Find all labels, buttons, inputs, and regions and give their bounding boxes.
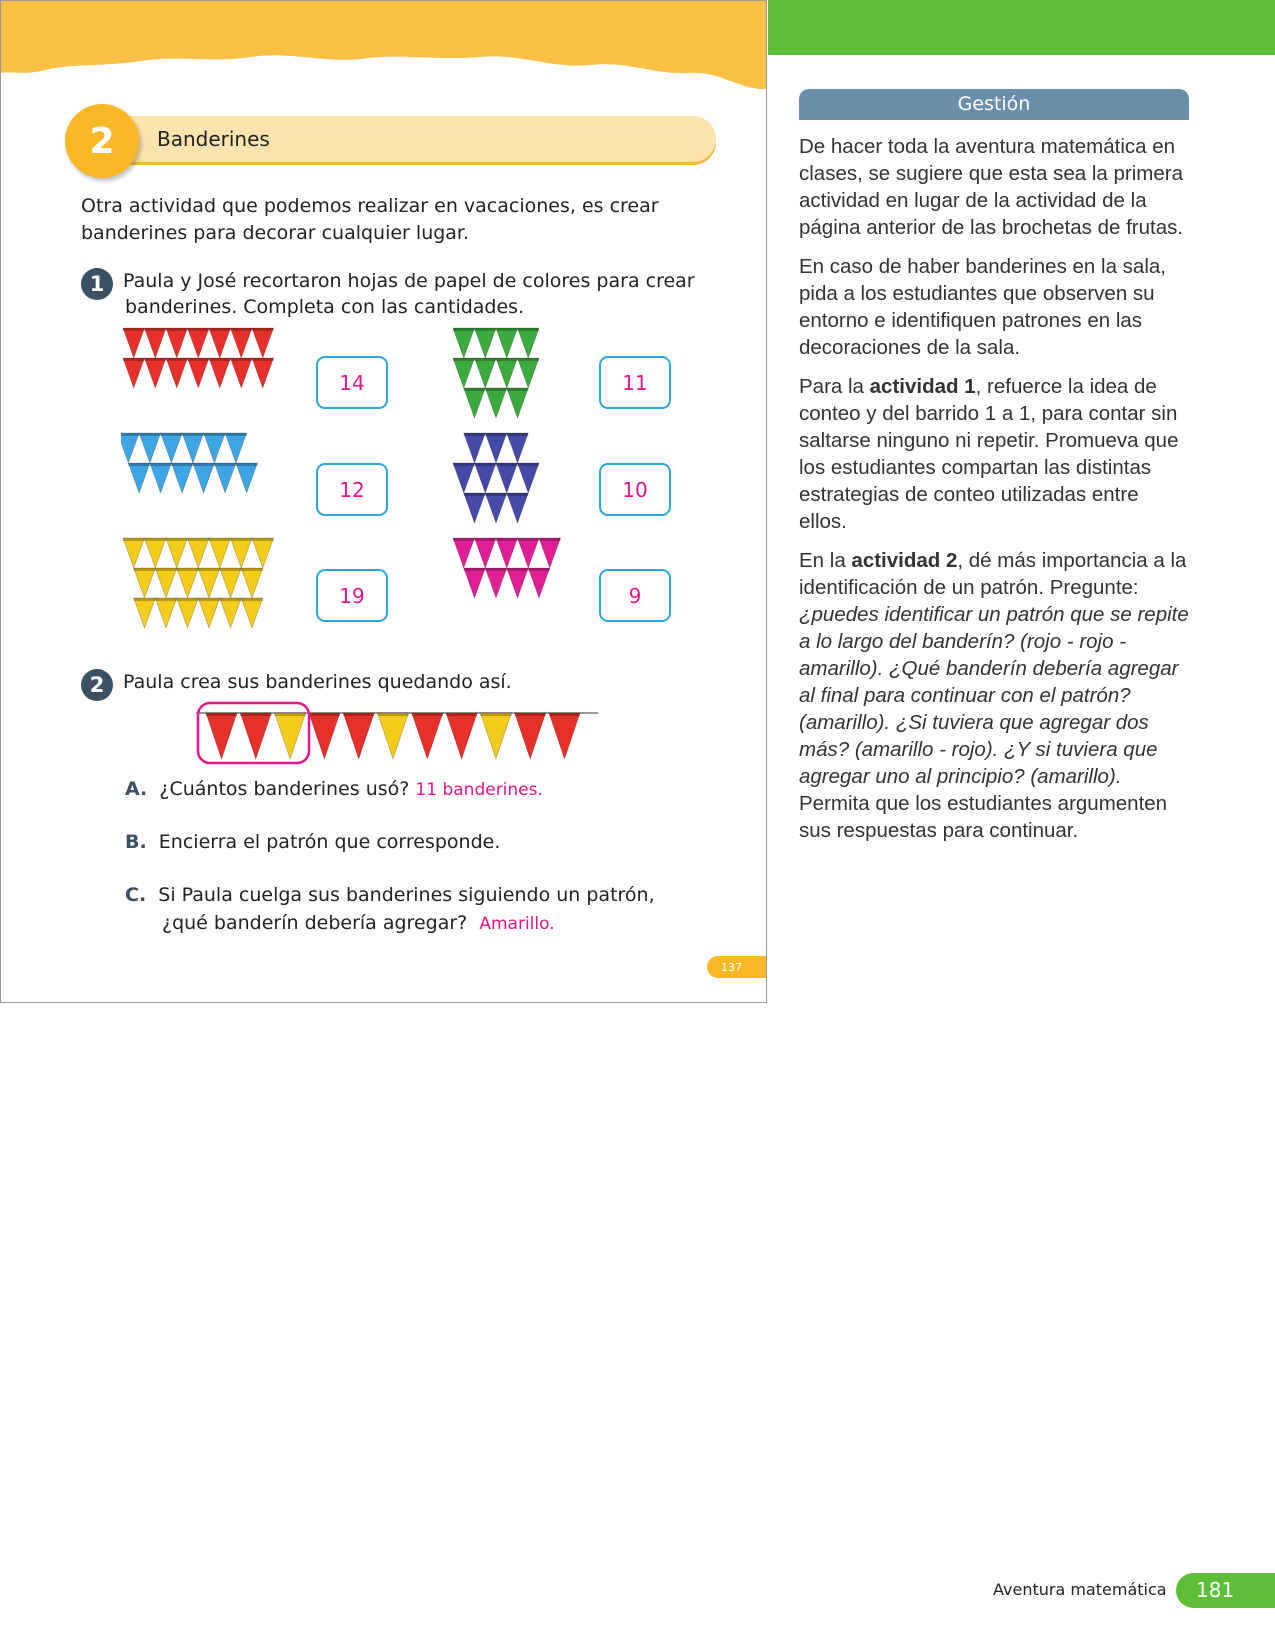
- question-2-text: Paula crea sus banderines quedando así.: [123, 671, 512, 693]
- flag: [464, 493, 486, 523]
- question-2-bullet: 2: [81, 669, 113, 701]
- flag: [343, 713, 374, 759]
- question-c-answer[interactable]: Amarillo.: [479, 914, 555, 934]
- flag: [166, 358, 188, 388]
- flag: [496, 538, 518, 568]
- flag: [220, 568, 242, 598]
- flag: [275, 713, 306, 759]
- flag: [485, 568, 507, 598]
- flag: [166, 328, 188, 358]
- flag: [485, 388, 507, 418]
- footer-text: Aventura matemática: [993, 1580, 1167, 1599]
- gestion-title: Gestión: [799, 89, 1189, 120]
- flag: [145, 538, 167, 568]
- flag: [549, 713, 580, 759]
- flag-pattern: [196, 701, 606, 765]
- flag: [515, 713, 546, 759]
- flag: [475, 328, 497, 358]
- gestion-p3-bold: actividad 1: [869, 375, 976, 398]
- flag: [518, 538, 540, 568]
- flag: [225, 433, 247, 463]
- gestion-p4-italic: ¿puedes identificar un patrón que se repite a lo largo del banderín? (rojo - rojo - amarillo). ¿Qué banderín debería agregar al final para continuar con el patrón? (amarillo). ¿Si tuviera que agregar dos más? (amarillo - rojo). ¿Y si tuviera que agregar uno al principio? (amarillo).: [799, 603, 1189, 788]
- flag: [134, 568, 156, 598]
- flag: [475, 463, 497, 493]
- question-c-line2: ¿qué banderín debería agregar?: [162, 912, 468, 934]
- flag: [166, 538, 188, 568]
- flag: [155, 598, 177, 628]
- flag: [123, 538, 145, 568]
- flag: [412, 713, 443, 759]
- gestion-p4-post: Permita que los estudiantes argumenten sus respuestas para continuar.: [799, 792, 1168, 842]
- flag: [139, 433, 161, 463]
- gestion-p2: En caso de haber banderines en la sala, pida a los estudiantes que observen su entorno e identifiquen patrones en las decoraciones de la sala.: [799, 255, 1166, 359]
- flag: [518, 328, 540, 358]
- answer-box[interactable]: 12: [316, 463, 388, 516]
- intro-text: Otra actividad que podemos realizar en vacaciones, es crear banderines para decorar cualquier lugar.: [81, 195, 659, 244]
- answer-box[interactable]: 14: [316, 356, 388, 409]
- flag: [123, 328, 145, 358]
- question-c-line1: Si Paula cuelga sus banderines siguiendo un patrón,: [158, 884, 655, 906]
- student-page: [0, 0, 767, 1003]
- flag: [182, 433, 204, 463]
- question-c-label: C.: [125, 884, 147, 906]
- flag: [150, 463, 172, 493]
- flag: [453, 358, 475, 388]
- flag: [252, 328, 274, 358]
- question-a-answer[interactable]: 11 banderines.: [415, 780, 543, 800]
- flag: [241, 568, 263, 598]
- flag: [485, 493, 507, 523]
- question-c-line2-wrap: [162, 910, 555, 938]
- flag: [496, 463, 518, 493]
- question-a-label: A.: [125, 778, 148, 800]
- gestion-p4: [799, 547, 1189, 844]
- page-number-tab: 137: [707, 956, 767, 978]
- flag: [309, 713, 340, 759]
- question-a-text: ¿Cuántos banderines usó?: [159, 778, 410, 800]
- flag: [209, 328, 231, 358]
- flag: [188, 358, 210, 388]
- flag: [464, 433, 486, 463]
- flag: [204, 433, 226, 463]
- flag: [252, 538, 274, 568]
- flag: [539, 538, 561, 568]
- flag: [518, 358, 540, 388]
- flag: [198, 568, 220, 598]
- question-a: [125, 776, 543, 804]
- flag: [209, 358, 231, 388]
- flag: [209, 538, 231, 568]
- flag: [475, 538, 497, 568]
- flag: [236, 463, 258, 493]
- flag: [198, 598, 220, 628]
- flag: [240, 713, 271, 759]
- flag: [145, 358, 167, 388]
- flag: [177, 568, 199, 598]
- flag: [231, 328, 253, 358]
- activity-title-bar: [121, 116, 716, 162]
- flag-group: [121, 536, 321, 646]
- gestion-p3: [799, 373, 1189, 535]
- question-1-bullet: 1: [81, 268, 113, 300]
- activity-title: Banderines: [157, 127, 270, 151]
- flag: [123, 358, 145, 388]
- flag: [155, 568, 177, 598]
- question-b-text: Encierra el patrón que corresponde.: [158, 831, 501, 853]
- flag: [177, 598, 199, 628]
- answer-box[interactable]: 9: [599, 569, 671, 622]
- flag: [171, 463, 193, 493]
- flag: [193, 463, 215, 493]
- question-1-line1: Paula y José recortaron hojas de papel de colores para crear: [123, 270, 695, 292]
- answer-box[interactable]: 10: [599, 463, 671, 516]
- flag: [496, 358, 518, 388]
- flag: [464, 388, 486, 418]
- question-b-label: B.: [125, 831, 147, 853]
- flag: [128, 463, 150, 493]
- header-wave: [1, 1, 767, 96]
- flag: [206, 713, 237, 759]
- flag: [252, 358, 274, 388]
- flag: [507, 433, 529, 463]
- gestion-p3-post: , refuerce la idea de conteo y del barrido 1 a 1, para contar sin saltarse ninguno ni repetir. Promueva que los estudiantes compartan las distintas estrategias de conteo utilizadas entre ellos.: [799, 375, 1179, 533]
- flag: [378, 713, 409, 759]
- flag: [453, 328, 475, 358]
- flag: [188, 328, 210, 358]
- flag: [507, 568, 529, 598]
- flag: [528, 568, 550, 598]
- answer-box[interactable]: 11: [599, 356, 671, 409]
- gestion-p4-mid: , dé más importancia a la identificación de un patrón. Pregunte:: [799, 549, 1187, 599]
- gestion-text: [799, 133, 1189, 856]
- flag: [453, 463, 475, 493]
- flag: [214, 463, 236, 493]
- flag: [507, 493, 529, 523]
- flag: [161, 433, 183, 463]
- flag: [464, 568, 486, 598]
- activity-number: 2: [65, 104, 139, 178]
- flag: [241, 598, 263, 628]
- flag: [507, 388, 529, 418]
- flag: [231, 538, 253, 568]
- flag: [220, 598, 242, 628]
- flag: [518, 463, 540, 493]
- flag: [480, 713, 511, 759]
- flag: [121, 433, 139, 463]
- answer-box[interactable]: 19: [316, 569, 388, 622]
- guide-header-bar: [768, 0, 1275, 55]
- gestion-p4-pre: En la: [799, 549, 852, 572]
- flag: [496, 328, 518, 358]
- flag-group: [121, 326, 321, 436]
- gestion-p3-pre: Para la: [799, 375, 870, 398]
- flag: [453, 538, 475, 568]
- flag: [188, 538, 210, 568]
- flag: [485, 433, 507, 463]
- flag: [231, 358, 253, 388]
- flag: [475, 358, 497, 388]
- footer-page-number: 181: [1176, 1573, 1275, 1608]
- question-1-line2: banderines. Completa con las cantidades.: [125, 296, 525, 318]
- question-b: [125, 829, 500, 856]
- flag: [134, 598, 156, 628]
- gestion-p4-bold: actividad 2: [851, 549, 958, 572]
- flag-group: [121, 431, 321, 541]
- question-c: [125, 882, 655, 909]
- flag: [446, 713, 477, 759]
- flag: [145, 328, 167, 358]
- gestion-p1: De hacer toda la aventura matemática en clases, se sugiere que esta sea la primera actividad en lugar de la actividad de la página anterior de las brochetas de frutas.: [799, 135, 1184, 239]
